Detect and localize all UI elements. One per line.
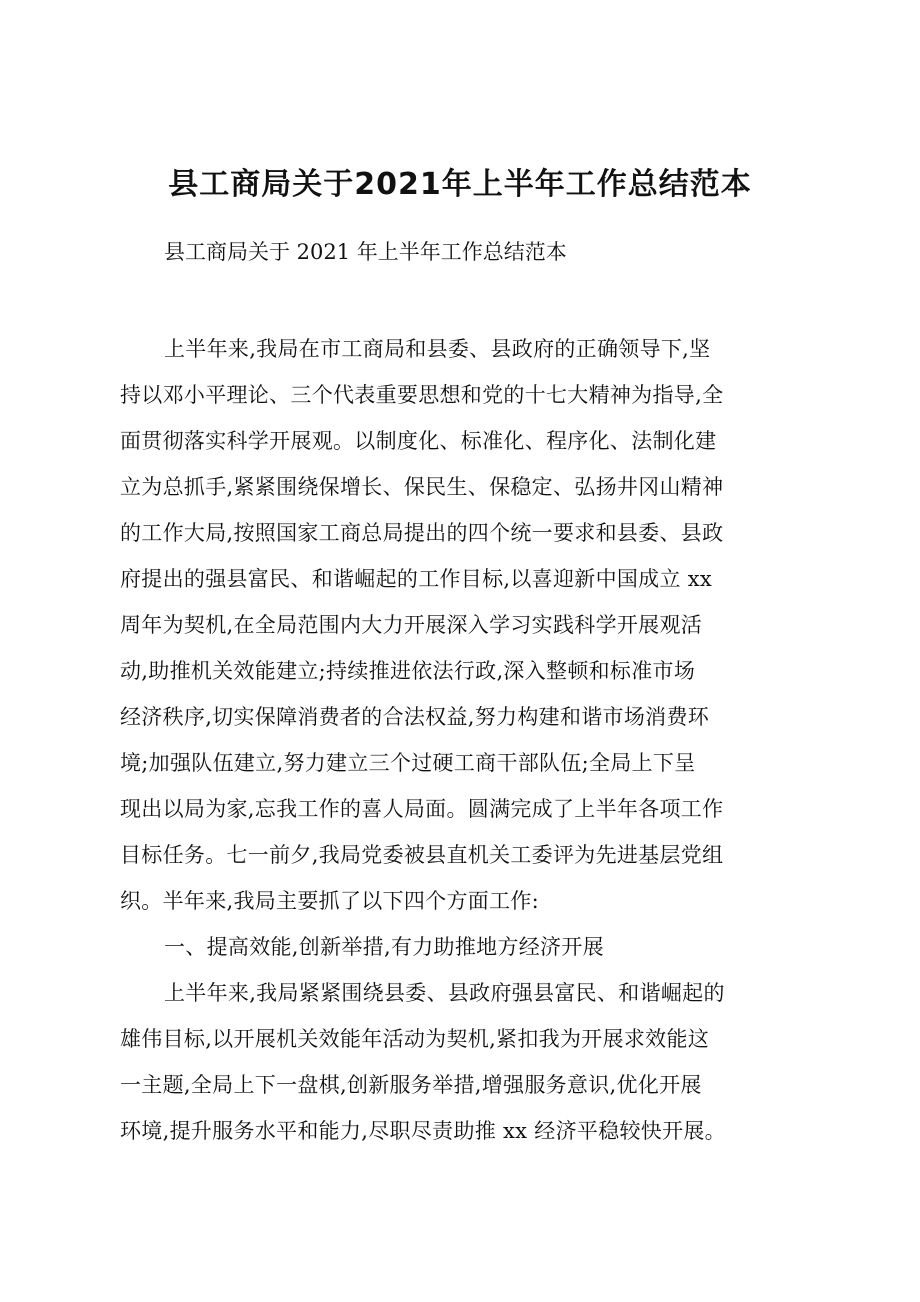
section-heading: 一、提高效能,创新举措,有力助推地方经济开展 bbox=[164, 935, 604, 959]
paragraph-line: 府提出的强县富民、和谐崛起的工作目标,以喜迎新中国成立 xx bbox=[120, 567, 713, 591]
document-title: 县工商局关于2021年上半年工作总结范本 bbox=[168, 167, 752, 202]
paragraph-line: 目标任务。七一前夕,我局党委被县直机关工委评为先进基层党组 bbox=[120, 843, 724, 867]
paragraph-line: 经济秩序,切实保障消费者的合法权益,努力构建和谐市场消费环 bbox=[120, 705, 710, 729]
paragraph-line: 立为总抓手,紧紧围绕保增长、保民生、保稳定、弘扬井冈山精神 bbox=[120, 475, 724, 499]
paragraph-line: 持以邓小平理论、三个代表重要思想和党的十七大精神为指导,全 bbox=[120, 383, 724, 407]
paragraph-line: 周年为契机,在全局范围内大力开展深入学习实践科学开展观活 bbox=[120, 613, 703, 637]
paragraph-line: 现出以局为家,忘我工作的喜人局面。圆满完成了上半年各项工作 bbox=[120, 797, 724, 821]
paragraph-line: 一主题,全局上下一盘棋,创新服务举措,增强服务意识,优化开展 bbox=[120, 1073, 702, 1097]
paragraph-line: 雄伟目标,以开展机关效能年活动为契机,紧扣我为开展求效能这 bbox=[120, 1027, 710, 1051]
paragraph-line: 的工作大局,按照国家工商总局提出的四个统一要求和县委、县政 bbox=[120, 521, 724, 545]
paragraph-line: 织。半年来,我局主要抓了以下四个方面工作: bbox=[120, 889, 540, 913]
paragraph-line: 环境,提升服务水平和能力,尽职尽责助推 xx 经济平稳较快开展。 bbox=[120, 1119, 726, 1143]
paragraph-line: 上半年来,我局在市工商局和县委、县政府的正确领导下,坚 bbox=[164, 337, 711, 361]
paragraph-line: 上半年来,我局紧紧围绕县委、县政府强县富民、和谐崛起的 bbox=[164, 981, 725, 1005]
document-subtitle: 县工商局关于 2021 年上半年工作总结范本 bbox=[164, 240, 567, 264]
paragraph-line: 动,助推机关效能建立;持续推进依法行政,深入整顿和标准市场 bbox=[120, 659, 696, 683]
paragraph-line: 境;加强队伍建立,努力建立三个过硬工商干部队伍;全局上下呈 bbox=[120, 751, 696, 775]
paragraph-line: 面贯彻落实科学开展观。以制度化、标准化、程序化、法制化建 bbox=[120, 429, 717, 453]
